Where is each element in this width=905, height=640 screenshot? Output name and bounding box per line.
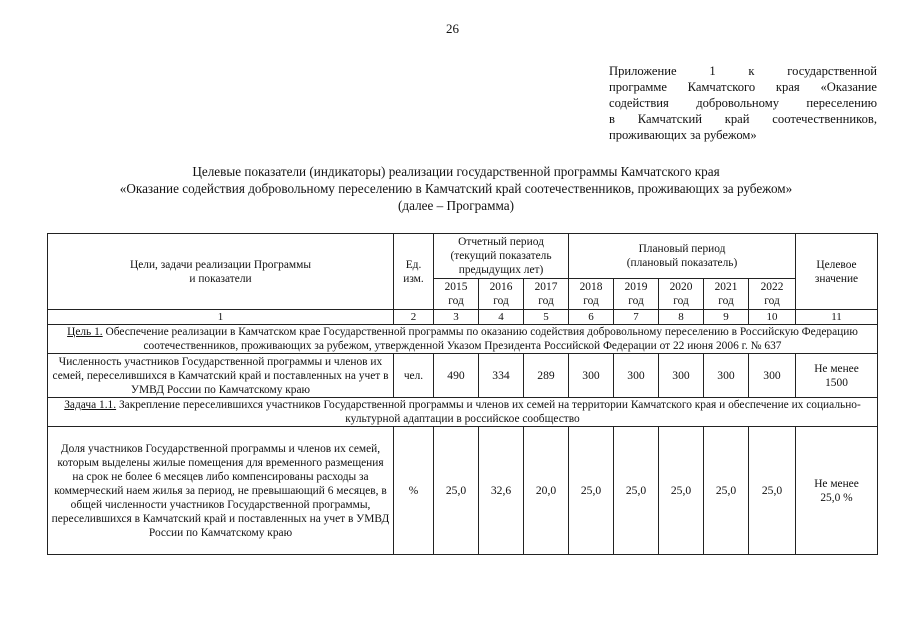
column-number: 3	[434, 310, 479, 325]
header-unit-cell	[394, 234, 434, 310]
target-text: 25,0 %	[820, 491, 853, 504]
indicator-value: 25,0	[749, 427, 796, 555]
year-label: 2021	[714, 281, 738, 293]
header-goals-cell	[48, 234, 394, 310]
year-cell	[479, 279, 524, 310]
year-label: 2016	[489, 281, 513, 293]
year-cell	[704, 279, 749, 310]
header-reporting-period	[434, 234, 569, 279]
appendix-line: в Камчатский край соотечественников,	[609, 112, 877, 126]
year-suffix: год	[493, 295, 509, 307]
year-label: 2017	[534, 281, 558, 293]
indicator-value: 25,0	[704, 427, 749, 555]
indicator-value: 300	[749, 354, 796, 398]
goal-label: Цель 1.	[67, 326, 103, 338]
year-cell	[614, 279, 659, 310]
page-number: 26	[446, 21, 459, 36]
header-text: Плановый период	[638, 243, 726, 255]
target-text: Не менее	[814, 362, 859, 375]
year-label: 2020	[669, 281, 693, 293]
year-label: 2015	[444, 281, 468, 293]
indicator-value: 289	[524, 354, 569, 398]
column-numbers-row	[48, 310, 878, 325]
indicator-value: 490	[434, 354, 479, 398]
year-suffix: год	[538, 295, 554, 307]
appendix-line: содействия добровольному переселению	[609, 96, 877, 110]
task-label: Задача 1.1.	[64, 399, 117, 411]
task-cell	[48, 398, 878, 427]
indicator-value: 25,0	[659, 427, 704, 555]
header-target-cell	[796, 234, 878, 310]
title-line: (далее – Программа)	[398, 198, 514, 213]
year-cell	[434, 279, 479, 310]
indicator-unit: %	[394, 427, 434, 555]
header-text: и показатели	[189, 272, 252, 285]
indicator-value: 334	[479, 354, 524, 398]
task-text: Закрепление переселившихся участников Государственной программы и членов их семей на территории Камчатского края и обеспечение их социально-культурной адаптации в российское сообщество	[116, 399, 861, 425]
year-label: 2022	[760, 281, 784, 293]
column-number: 4	[479, 310, 524, 325]
indicator-row	[48, 354, 878, 398]
column-number: 11	[796, 310, 878, 325]
appendix-line: проживающих за рубежом»	[609, 128, 757, 142]
header-text: (плановый показатель)	[626, 257, 738, 269]
indicator-value: 300	[614, 354, 659, 398]
goal-cell	[48, 325, 878, 354]
appendix-line: программе Камчатского края «Оказание	[609, 80, 877, 94]
header-text: Целевое	[816, 258, 857, 271]
header-row	[48, 234, 878, 279]
header-text: значение	[814, 272, 859, 285]
column-number: 5	[524, 310, 569, 325]
indicator-value: 25,0	[614, 427, 659, 555]
indicator-value: 25,0	[569, 427, 614, 555]
year-cell	[524, 279, 569, 310]
goal-text: Обеспечение реализации в Камчатском крае Государственной программы по оказанию содействия добровольному переселению в Российскую Федерацию соотечественников, проживающих за рубежом, утвержденной Указом Президента Российской Федерации от 22 июня 2006 г. № 637	[102, 326, 858, 352]
header-text: Ед.	[405, 258, 422, 271]
indicator-value: 300	[569, 354, 614, 398]
indicators-table	[47, 233, 878, 555]
indicator-value: 20,0	[524, 427, 569, 555]
title-line: Целевые показатели (индикаторы) реализации государственной программы Камчатского края	[192, 164, 720, 179]
year-suffix: год	[764, 295, 780, 307]
year-suffix: год	[628, 295, 644, 307]
indicator-value: 300	[704, 354, 749, 398]
header-text: предыдущих лет)	[458, 264, 544, 276]
column-number: 1	[48, 310, 394, 325]
indicator-target	[796, 354, 878, 398]
year-suffix: год	[583, 295, 599, 307]
indicator-value: 300	[659, 354, 704, 398]
column-number: 10	[749, 310, 796, 325]
task-row	[48, 398, 878, 427]
year-cell	[569, 279, 614, 310]
header-text: (текущий показатель	[450, 250, 552, 262]
appendix-line: Приложение 1 к государственной	[609, 64, 877, 78]
column-number: 6	[569, 310, 614, 325]
indicator-name: Доля участников Государственной программы и членов их семей, которым выделены жилые помещения для временного размещения на срок не более 6 месяцев либо компенсированы расходы за коммерческий наем жилья за период, не превышающий 6 месяцев, в общей численности участников Государственной программы, переселившихся в Камчатский край и поставленных на учет в УМВД России по Камчатскому краю	[48, 427, 394, 555]
column-number: 2	[394, 310, 434, 325]
year-suffix: год	[448, 295, 464, 307]
target-text: 1500	[825, 376, 848, 389]
header-text: Отчетный период	[458, 236, 544, 248]
indicator-row	[48, 427, 878, 555]
title-line: «Оказание содействия добровольному переселению в Камчатский край соотечественников, проживающих за рубежом»	[119, 181, 793, 196]
indicator-unit: чел.	[394, 354, 434, 398]
year-suffix: год	[718, 295, 734, 307]
year-cell	[659, 279, 704, 310]
indicator-value: 25,0	[434, 427, 479, 555]
header-text: изм.	[403, 272, 424, 285]
year-label: 2018	[579, 281, 603, 293]
target-text: Не менее	[814, 477, 859, 490]
header-planned-period	[569, 234, 796, 279]
year-cell	[749, 279, 796, 310]
column-number: 7	[614, 310, 659, 325]
indicator-target	[796, 427, 878, 555]
year-label: 2019	[624, 281, 648, 293]
goal-row	[48, 325, 878, 354]
header-text: Цели, задачи реализации Программы	[129, 258, 311, 271]
year-suffix: год	[673, 295, 689, 307]
indicator-value: 32,6	[479, 427, 524, 555]
indicator-name: Численность участников Государственной программы и членов их семей, переселившихся в Камчатский край и поставленных на учет в УМВД России по Камчатскому краю	[48, 354, 394, 398]
appendix-note	[609, 63, 877, 143]
column-number: 8	[659, 310, 704, 325]
document-title	[0, 163, 905, 214]
column-number: 9	[704, 310, 749, 325]
